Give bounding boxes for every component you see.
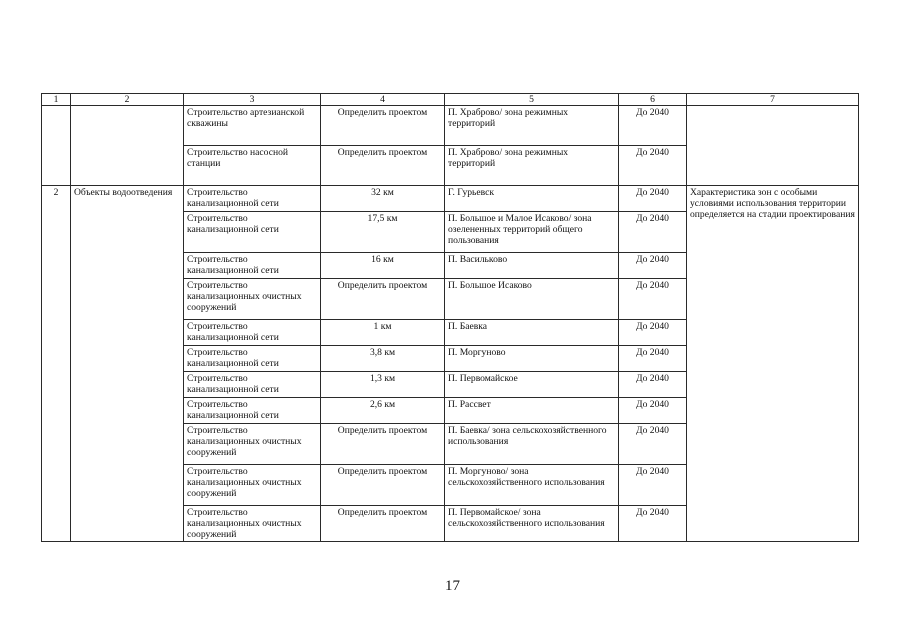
size-cell: Определить проектом xyxy=(321,279,445,320)
location-cell: П. Моргуново xyxy=(445,346,619,372)
planning-table xyxy=(41,93,859,542)
term-cell: До 2040 xyxy=(619,465,687,506)
location-cell: П. Васильково xyxy=(445,253,619,279)
work-cell: Строительство канализационных очистных сооружений xyxy=(184,506,321,542)
header-cell-5: 5 xyxy=(445,94,619,106)
header-cell-4: 4 xyxy=(321,94,445,106)
location-cell: П. Большое и Малое Исаково/ зона озелененных территорий общего пользования xyxy=(445,212,619,253)
location-cell: П. Моргуново/ зона сельскохозяйственного использования xyxy=(445,465,619,506)
header-cell-2: 2 xyxy=(71,94,184,106)
section-number: 2 xyxy=(42,186,71,542)
table-row xyxy=(42,186,859,212)
work-cell: Строительство канализационной сети xyxy=(184,372,321,398)
size-cell: Определить проектом xyxy=(321,106,445,146)
term-cell: До 2040 xyxy=(619,320,687,346)
term-cell: До 2040 xyxy=(619,346,687,372)
size-cell: 32 км xyxy=(321,186,445,212)
work-cell: Строительство канализационной сети xyxy=(184,253,321,279)
work-cell: Строительство канализационной сети xyxy=(184,320,321,346)
work-cell: Строительство канализационных очистных сооружений xyxy=(184,465,321,506)
work-cell: Строительство артезианской скважины xyxy=(184,106,321,146)
note-cell xyxy=(687,106,859,186)
term-cell: До 2040 xyxy=(619,424,687,465)
size-cell: 1 км xyxy=(321,320,445,346)
size-cell: 1,3 км xyxy=(321,372,445,398)
section-note: Характеристика зон с особыми условиями использования территории определяется на стадии проектирования xyxy=(687,186,859,542)
size-cell: Определить проектом xyxy=(321,465,445,506)
location-cell: П. Баевка/ зона сельскохозяйственного использования xyxy=(445,424,619,465)
work-cell: Строительство насосной станции xyxy=(184,146,321,186)
location-cell: П. Первомайское/ зона сельскохозяйственного использования xyxy=(445,506,619,542)
size-cell: 16 км xyxy=(321,253,445,279)
location-cell: П. Большое Исаково xyxy=(445,279,619,320)
section-name: Объекты водоотведения xyxy=(71,186,184,542)
location-cell: Г. Гурьевск xyxy=(445,186,619,212)
term-cell: До 2040 xyxy=(619,506,687,542)
work-cell: Строительство канализационной сети xyxy=(184,186,321,212)
size-cell: Определить проектом xyxy=(321,424,445,465)
term-cell: До 2040 xyxy=(619,186,687,212)
term-cell: До 2040 xyxy=(619,146,687,186)
object-name-cell xyxy=(71,106,184,186)
location-cell: П. Первомайское xyxy=(445,372,619,398)
header-cell-3: 3 xyxy=(184,94,321,106)
table-row xyxy=(42,106,859,146)
header-cell-1: 1 xyxy=(42,94,71,106)
work-cell: Строительство канализационной сети xyxy=(184,346,321,372)
number-cell xyxy=(42,106,71,186)
size-cell: 3,8 км xyxy=(321,346,445,372)
page-number: 17 xyxy=(445,578,460,594)
work-cell: Строительство канализационных очистных сооружений xyxy=(184,424,321,465)
location-cell: П. Храброво/ зона режимных территорий xyxy=(445,106,619,146)
term-cell: До 2040 xyxy=(619,398,687,424)
term-cell: До 2040 xyxy=(619,279,687,320)
term-cell: До 2040 xyxy=(619,212,687,253)
term-cell: До 2040 xyxy=(619,253,687,279)
header-cell-7: 7 xyxy=(687,94,859,106)
location-cell: П. Баевка xyxy=(445,320,619,346)
work-cell: Строительство канализационных очистных сооружений xyxy=(184,279,321,320)
size-cell: Определить проектом xyxy=(321,146,445,186)
location-cell: П. Храброво/ зона режимных территорий xyxy=(445,146,619,186)
work-cell: Строительство канализационной сети xyxy=(184,398,321,424)
header-cell-6: 6 xyxy=(619,94,687,106)
size-cell: Определить проектом xyxy=(321,506,445,542)
term-cell: До 2040 xyxy=(619,106,687,146)
table-body xyxy=(42,94,859,542)
size-cell: 17,5 км xyxy=(321,212,445,253)
location-cell: П. Рассвет xyxy=(445,398,619,424)
work-cell: Строительство канализационной сети xyxy=(184,212,321,253)
size-cell: 2,6 км xyxy=(321,398,445,424)
term-cell: До 2040 xyxy=(619,372,687,398)
header-row xyxy=(42,94,859,106)
